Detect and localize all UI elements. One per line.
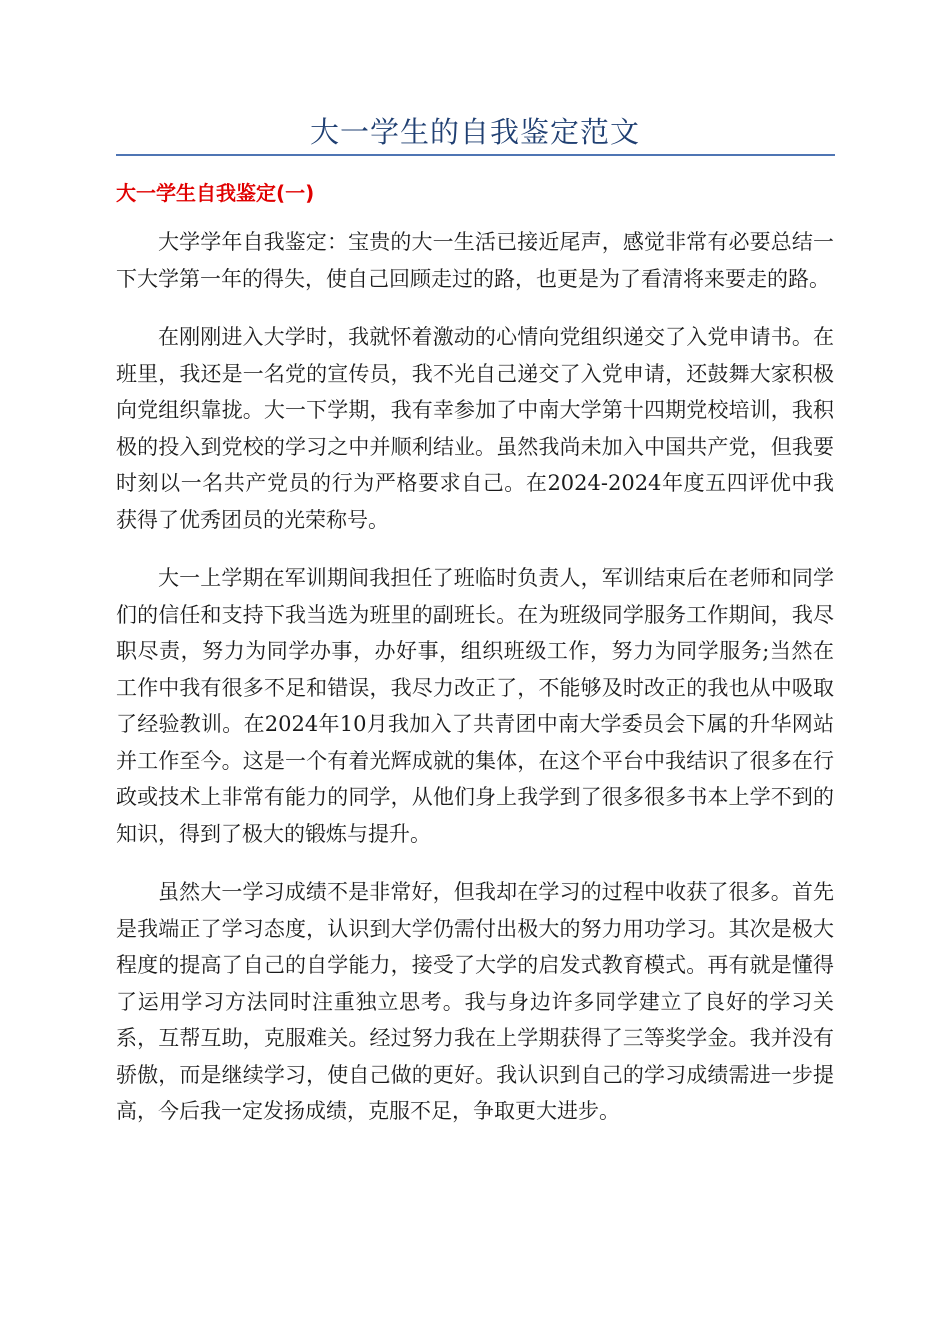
document-body bbox=[116, 224, 834, 1152]
title-underline bbox=[116, 154, 835, 156]
section-heading: 大一学生自我鉴定(一) bbox=[116, 181, 315, 205]
paragraph: 大一上学期在军训期间我担任了班临时负责人，军训结束后在老师和同学们的信任和支持下我当选为班里的副班长。在为班级同学服务工作期间，我尽职尽责，努力为同学办事，办好事，组织班级工作，努力为同学服务;当然在工作中我有很多不足和错误，我尽力改正了，不能够及时改正的我也从中吸取了经验教训。在2024年10月我加入了共青团中南大学委员会下属的升华网站并工作至今。这是一个有着光辉成就的集体，在这个平台中我结识了很多在行政或技术上非常有能力的同学，从他们身上我学到了很多很多书本上学不到的知识，得到了极大的锻炼与提升。 bbox=[116, 566, 834, 846]
paragraph: 虽然大一学习成绩不是非常好，但我却在学习的过程中收获了很多。首先是我端正了学习态度，认识到大学仍需付出极大的努力用功学习。其次是极大程度的提高了自己的自学能力，接受了大学的启发式教育模式。再有就是懂得了运用学习方法同时注重独立思考。我与身边许多同学建立了良好的学习关系，互帮互助，克服难关。经过努力我在上学期获得了三等奖学金。我并没有骄傲，而是继续学习，使自己做的更好。我认识到自己的学习成绩需进一步提高，今后我一定发扬成绩，克服不足，争取更大进步。 bbox=[116, 880, 834, 1123]
paragraph: 大学学年自我鉴定：宝贵的大一生活已接近尾声，感觉非常有必要总结一下大学第一年的得失，使自己回顾走过的路，也更是为了看清将来要走的路。 bbox=[116, 230, 834, 291]
paragraph: 在刚刚进入大学时，我就怀着激动的心情向党组织递交了入党申请书。在班里，我还是一名党的宣传员，我不光自己递交了入党申请，还鼓舞大家积极向党组织靠拢。大一下学期，我有幸参加了中南大学第十四期党校培训，我积极的投入到党校的学习之中并顺利结业。虽然我尚未加入中国共产党，但我要时刻以一名共产党员的行为严格要求自己。在2024-2024年度五四评优中我获得了优秀团员的光荣称号。 bbox=[116, 325, 834, 532]
document-title: 大一学生的自我鉴定范文 bbox=[309, 115, 640, 149]
